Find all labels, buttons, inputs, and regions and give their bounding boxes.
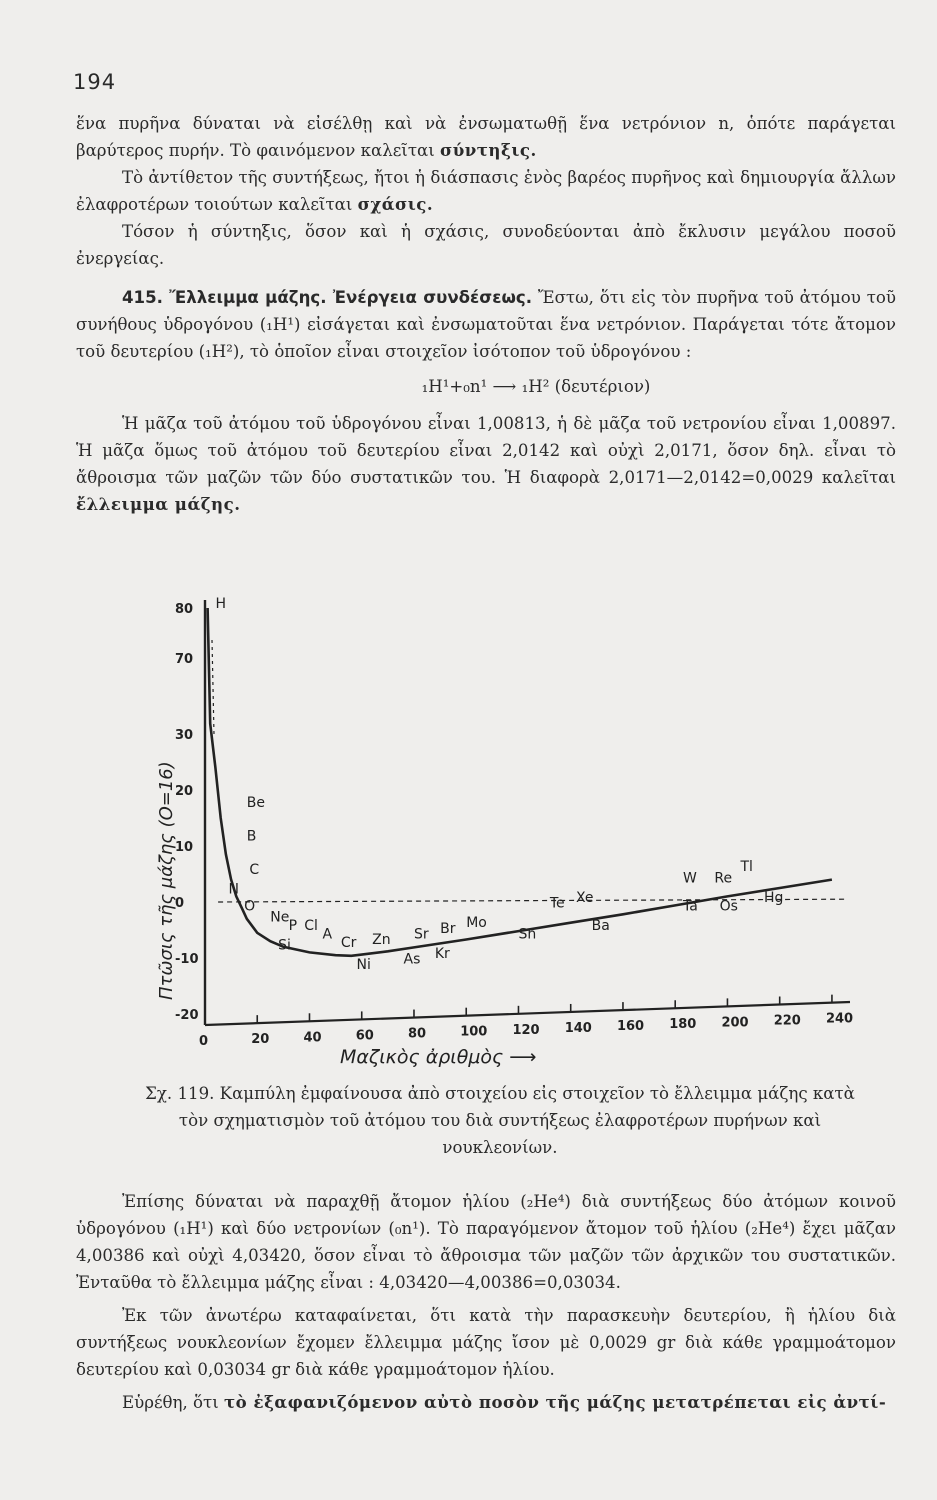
x-tick-label: 100 [460,1024,488,1040]
x-tick-label: 80 [407,1026,427,1042]
paragraph-mass-defect: Ἡ μᾶζα τοῦ ἀτόμου τοῦ ὑδρογόνου εἶναι 1,00813, ἡ δὲ μᾶζα τοῦ νετρονίου εἶναι 1,00897. Ἡ μᾶζα ὅμως τοῦ ἀτόμου τοῦ δευτερίου εἶναι 2,0142 καὶ οὐχὶ 2,0171, ὅσον δηλ. εἶναι τὸ ἄθροισμα τῶν μαζῶν τῶν δύο συστατικῶν του. Ἡ διαφορὰ 2,0171—2,0142=0,0029 καλεῖται ἔλλειμμα μάζης. [76,414,896,514]
y-tick-label: 70 [175,652,194,667]
chart-series [208,608,845,956]
element-label: As [403,951,421,968]
element-label: Sn [518,926,537,943]
figure-caption: Σχ. 119. Καμπύλη ἐμφαίνουσα ἀπὸ στοιχείου εἰς στοιχεῖον τὸ ἔλλειμμα μάζης κατὰ τὸν σχηματισμὸν τοῦ ἀτόμου του διὰ συντήξεως ἐλαφροτέρων πυρήνων καὶ νουκλεονίων. [145,1084,855,1157]
x-tick-label: 40 [303,1030,322,1046]
element-label: Re [714,870,733,887]
y-tick-label: 10 [175,840,194,855]
paragraph-fusion: ἕνα πυρῆνα δύναται νὰ εἰσέλθῃ καὶ νὰ ἐνσωματωθῇ ἕνα νετρόνιον n, ὁπότε παράγεται βαρύτερος πυρήν. Τὸ φαινόμενον καλεῖται σύντηξις. [76,114,896,160]
element-label: Tl [740,859,753,876]
element-label: Mo [466,915,487,932]
y-tick-label: 80 [175,602,194,617]
y-axis-label: Πτῶσις τῆς μάζης (O=16) [156,761,177,1000]
element-label: Cr [340,934,357,951]
x-tick-label: 140 [564,1020,592,1036]
paragraph-energy: Τόσον ἡ σύντηξις, ὅσον καὶ ἡ σχάσις, συνοδεύονται ἀπὸ ἔκλυσιν μεγάλου ποσοῦ ἐνεργείας. [76,222,896,268]
x-tick-label: 240 [825,1011,854,1027]
x-tick-label: 60 [355,1028,374,1044]
element-label: W [683,870,697,887]
x-tick-label: 200 [721,1015,749,1031]
bottom-text-block [76,1188,896,1416]
element-label: P [288,918,298,934]
chart-labels [215,596,783,973]
element-label: B [246,828,257,845]
series-line-reference [218,899,845,902]
paragraph-final: Εὑρέθη, ὅτι τὸ ἐξαφανιζόμενον αὐτὸ ποσὸν τῆς μάζης μετατρέπεται εἰς ἀντί- [122,1392,887,1412]
element-label: A [322,926,333,943]
paragraph-fission: Τὸ ἀντίθετον τῆς συντήξεως, ἤτοι ἡ διάσπασις ἑνὸς βαρέος πυρῆνος καὶ δημιουργία ἄλλων ἐλαφροτέρων τοιούτων καλεῖται σχάσις. [76,168,896,214]
x-tick-label: 120 [512,1022,540,1038]
x-tick-label: 180 [669,1017,697,1033]
element-label: Br [440,920,456,937]
x-tick-label: 0 [199,1034,209,1049]
chart-ticks [175,602,853,1049]
element-label: Si [278,937,291,954]
series-line-mass-defect [208,608,832,956]
y-tick-label: 20 [175,784,194,799]
element-label: Cl [304,918,318,934]
element-label: Zn [372,932,391,948]
paragraph-conclusion: Ἐκ τῶν ἀνωτέρω καταφαίνεται, ὅτι κατὰ τὴν παρασκευὴν δευτερίου, ἢ ἡλίου διὰ συντήξεως νουκλεονίων ἔχομεν ἔλλειμμα μάζης ἴσον μὲ 0,0029 gr διὰ κάθε γραμμοάτομον δευτερίου καὶ 0,03034 gr διὰ κάθε γραμμοάτομον ἡλίου. [76,1306,896,1379]
y-tick-label: 30 [175,728,194,743]
x-tick-label: 220 [773,1013,801,1029]
element-label: N [228,881,239,898]
y-tick-label: -10 [175,952,199,967]
section-title: 415. Ἔλλειμμα μάζης. Ἐνέργεια συνδέσεως. [122,288,533,307]
element-label: Kr [434,946,450,962]
element-label: H [215,596,226,612]
element-label: Ba [591,918,610,934]
paragraph-helium: Ἐπίσης δύναται νὰ παραχθῇ ἄτομον ἡλίου (₂He⁴) διὰ συντήξεως δύο ἀτόμων κοινοῦ ὑδρογόνου (₁H¹) καὶ δύο νετρονίων (₀n¹). Τὸ παραγόμενον ἄτομον τοῦ ἡλίου (₂He⁴) ἔχει μᾶζαν 4,00386 καὶ οὐχὶ 4,03420, ὅσον εἶναι τὸ ἄθροισμα τῶν μαζῶν τῶν ἀρχικῶν του συστατικῶν. Ἐνταῦθα τὸ ἔλλειμμα μάζης εἶναι : 4,03420—4,00386=0,03034. [76,1192,896,1292]
paragraph-section-415: 415. Ἔλλειμμα μάζης. Ἐνέργεια συνδέσεως. Ἔστω, ὅτι εἰς τὸν πυρῆνα τοῦ ἀτόμου τοῦ συνήθους ὑδρογόνου (₁H¹) εἰσάγεται καὶ ἐνσωματοῦται ἕνα νετρόνιον. Παράγεται τότε ἄτομον τοῦ δευτερίου (₁H²), τὸ ὁποῖον εἶναι στοιχεῖον ἰσότοπον τοῦ ὑδρογόνου : [76,288,897,361]
element-label: O [244,898,256,915]
y-tick-label: -20 [175,1008,199,1023]
element-label: Sr [413,926,429,943]
x-tick-label: 20 [251,1032,270,1048]
element-label: Hg [764,890,784,906]
element-label: Ne [270,909,290,926]
element-label: Xe [575,890,594,906]
x-axis [205,1002,850,1025]
axis-break-dotted [212,640,214,735]
x-tick-label: 160 [616,1019,645,1035]
page-number: 194 [73,70,117,94]
element-label: Te [549,895,565,912]
element-label: Be [246,794,266,811]
element-label: Os [719,898,738,915]
element-label: Ni [356,957,371,974]
equation-deuterium: ₁H¹+₀n¹ ⟶ ₁H² (δευτέριον) [421,377,651,396]
y-tick-label: 0 [175,896,185,911]
element-label: Ta [683,898,698,915]
x-axis-label: Μαζικὸς ἀριθμὸς ⟶ [340,1046,537,1068]
element-label: C [249,862,260,878]
